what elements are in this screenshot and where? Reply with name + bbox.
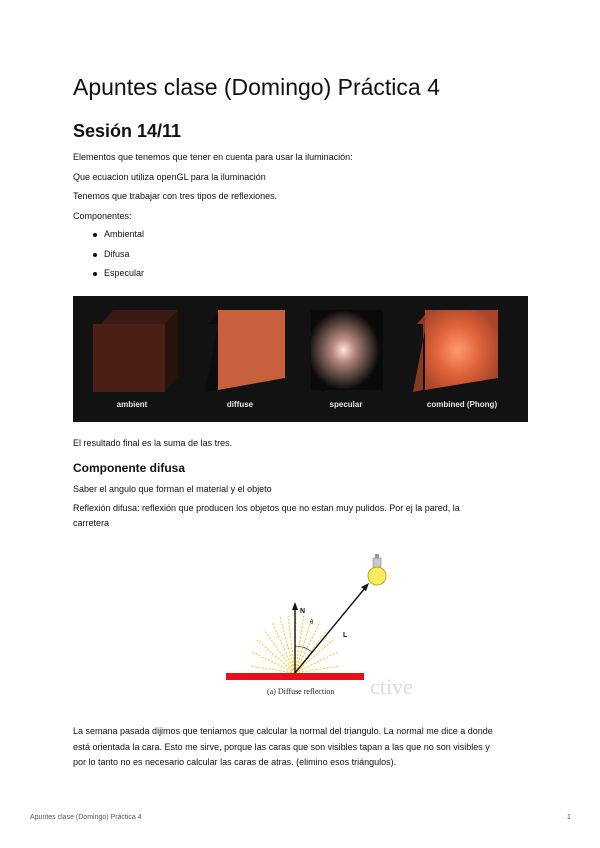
light-bulb-icon <box>368 554 386 585</box>
specular-label: specular <box>329 400 363 409</box>
component-item-ambiental: Ambiental <box>104 229 145 239</box>
combined-label: combined (Phong) <box>426 400 498 409</box>
paragraph-line-1: La semana pasada dijimos que teniamos que calcular la normal del triangulo. La normal me dice a donde <box>73 726 493 736</box>
component-item-especular: Especular <box>104 268 145 278</box>
paragraph-line-3: por lo tanto no es necesario calcular las caras de atras. (elimino esos triángulos). <box>73 757 397 767</box>
label-n: N <box>300 608 306 615</box>
bullet-dot <box>93 253 97 257</box>
component-item-difusa: Difusa <box>104 249 130 259</box>
intro-line-2: Que ecuacion utiliza openGL para la iluminación <box>73 172 266 182</box>
light-vector <box>295 588 365 673</box>
diagram-caption: (a) Diffuse reflection <box>267 687 335 696</box>
intro-line-3: Tenemos que trabajar con tres tipos de reflexiones. <box>73 191 278 201</box>
intro-line-1: Elementos que tenemos que tener en cuenta para usar la iluminación: <box>73 152 353 162</box>
diffuse-label: diffuse <box>226 400 254 409</box>
bullet-dot <box>93 272 97 276</box>
result-text: El resultado final es la suma de las tres. <box>73 438 233 448</box>
diffuse-diagram-svg <box>220 546 440 706</box>
light-arrowhead <box>361 583 369 591</box>
surface-bar <box>226 673 364 680</box>
label-theta: θ <box>310 620 314 626</box>
angle-arc <box>295 646 312 652</box>
paragraph-line-2: está orientada la cara. Esto me sirve, porque las caras que son visibles tapan a las que no son visibles y <box>73 742 490 752</box>
label-l: L <box>343 632 348 639</box>
ambient-cube <box>93 310 178 392</box>
specular-cube <box>311 310 383 392</box>
footer-page-number: 1 <box>567 814 571 821</box>
diffuse-text-2a: Reflexión difusa: reflexión que producen los objetos que no estan muy pulidos. Por ej la pared, la <box>73 503 460 513</box>
diffuse-text-2b: carretera <box>73 518 110 528</box>
subheading-diffuse: Componente difusa <box>73 461 186 475</box>
diffuse-diagram <box>220 546 440 706</box>
ambient-label: ambient <box>116 400 148 409</box>
session-heading: Sesión 14/11 <box>73 121 182 141</box>
normal-arrowhead <box>292 602 298 610</box>
page-title: Apuntes clase (Domingo) Práctica 4 <box>73 74 440 100</box>
diffuse-cube <box>205 310 285 392</box>
bullet-dot <box>93 233 97 237</box>
shading-comparison-image <box>73 296 528 422</box>
combined-cube <box>413 310 498 392</box>
intro-line-4: Componentes: <box>73 211 132 221</box>
watermark: ctive <box>370 674 413 699</box>
diffuse-text-1: Saber el angulo que forman el material y el objeto <box>73 484 272 494</box>
footer-title: Apuntes clase (Domingo) Práctica 4 <box>30 814 142 821</box>
